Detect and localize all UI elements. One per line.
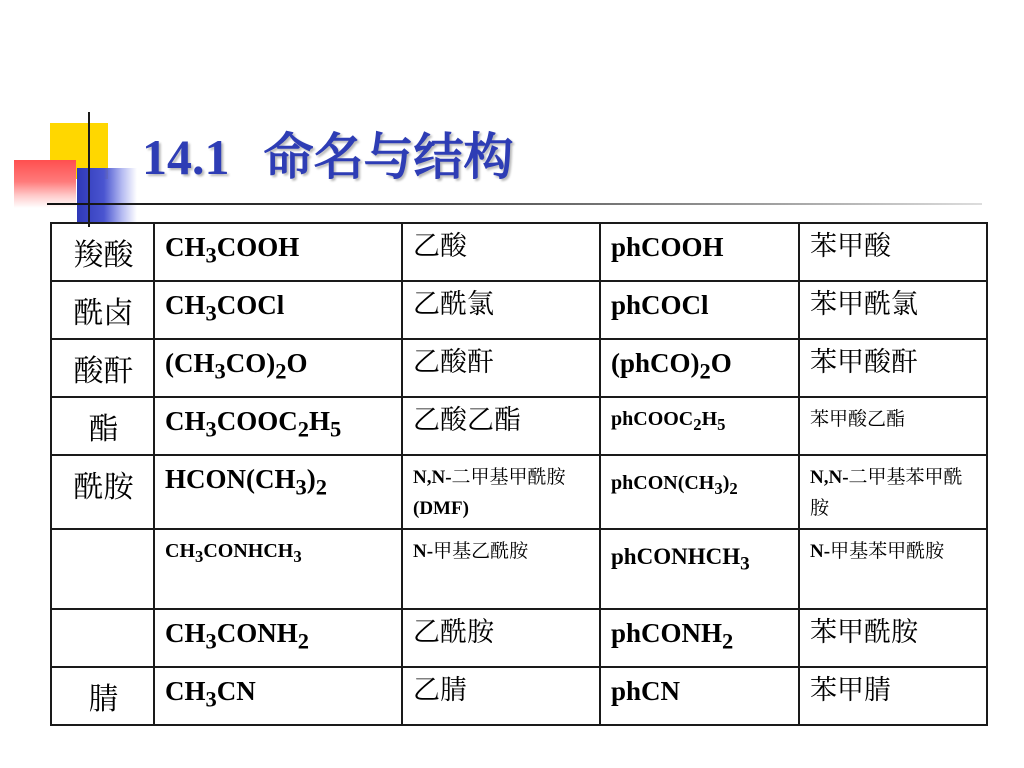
table-row (51, 339, 987, 397)
name-cell: 苯甲酰氯 (799, 281, 987, 339)
name-cell: 乙酰氯 (402, 281, 600, 339)
formula-cell: $CH_3COCl$ (154, 281, 402, 339)
name-cell: 乙酸 (402, 223, 600, 281)
category-cell: 腈 (51, 667, 154, 725)
slide-title (142, 122, 514, 192)
name-cell: 乙酰胺 (402, 609, 600, 667)
formula-cell: phCONH$_2$ (600, 609, 799, 667)
decor-blue-square (77, 168, 137, 224)
formula-cell: $CH_3CONHCH_3$ (154, 529, 402, 609)
table-row (51, 455, 987, 529)
category-cell: 酸酐 (51, 339, 154, 397)
name-cell: 乙酸乙酯 (402, 397, 600, 455)
formula-cell: $CH_3COOH$ (154, 223, 402, 281)
formula-cell: $(CH_3CO)_2O$ (154, 339, 402, 397)
formula-cell: phCOCl (600, 281, 799, 339)
table-row (51, 281, 987, 339)
category-cell (51, 609, 154, 667)
section-title: 命名与结构 (263, 128, 514, 186)
name-cell: N,N-二甲基甲酰胺 (DMF) (402, 455, 600, 529)
formula-cell: $CH_3CONH_2$ (154, 609, 402, 667)
name-cell: 乙酸酐 (402, 339, 600, 397)
table-row (51, 609, 987, 667)
formula-cell: $HCON(CH_3)_2$ (154, 455, 402, 529)
formula-cell: $(phCO)_2O$ (600, 339, 799, 397)
name-cell: N,N-二甲基苯甲酰胺 (799, 455, 987, 529)
category-cell: 酯 (51, 397, 154, 455)
formula-cell: $CH_3CN$ (154, 667, 402, 725)
table-row (51, 667, 987, 725)
table-row (51, 529, 987, 609)
name-cell: 苯甲酸乙酯 (799, 397, 987, 455)
decor-red-square (14, 160, 76, 208)
nomenclature-table (50, 222, 988, 726)
formula-cell: phCOOH (600, 223, 799, 281)
name-cell: 苯甲酸酐 (799, 339, 987, 397)
name-cell: 苯甲酰胺 (799, 609, 987, 667)
formula-cell: $phCON(CH_3)_2$ (600, 455, 799, 529)
table-row (51, 397, 987, 455)
section-number: 14.1 (142, 129, 230, 185)
name-cell: 苯甲腈 (799, 667, 987, 725)
title-underline (47, 203, 982, 205)
category-cell (51, 529, 154, 609)
category-cell: 羧酸 (51, 223, 154, 281)
formula-cell: $phCOOC_2H_5$ (600, 397, 799, 455)
table-row (51, 223, 987, 281)
formula-cell: phCN (600, 667, 799, 725)
category-cell: 酰卤 (51, 281, 154, 339)
formula-cell: phCONHCH$_3$ (600, 529, 799, 609)
name-cell: N-甲基苯甲酰胺 (799, 529, 987, 609)
category-cell: 酰胺 (51, 455, 154, 529)
formula-cell: $CH_3COOC_2H_5$ (154, 397, 402, 455)
name-cell: N-甲基乙酰胺 (402, 529, 600, 609)
name-cell: 苯甲酸 (799, 223, 987, 281)
name-cell: 乙腈 (402, 667, 600, 725)
decor-vertical-line (88, 112, 90, 227)
